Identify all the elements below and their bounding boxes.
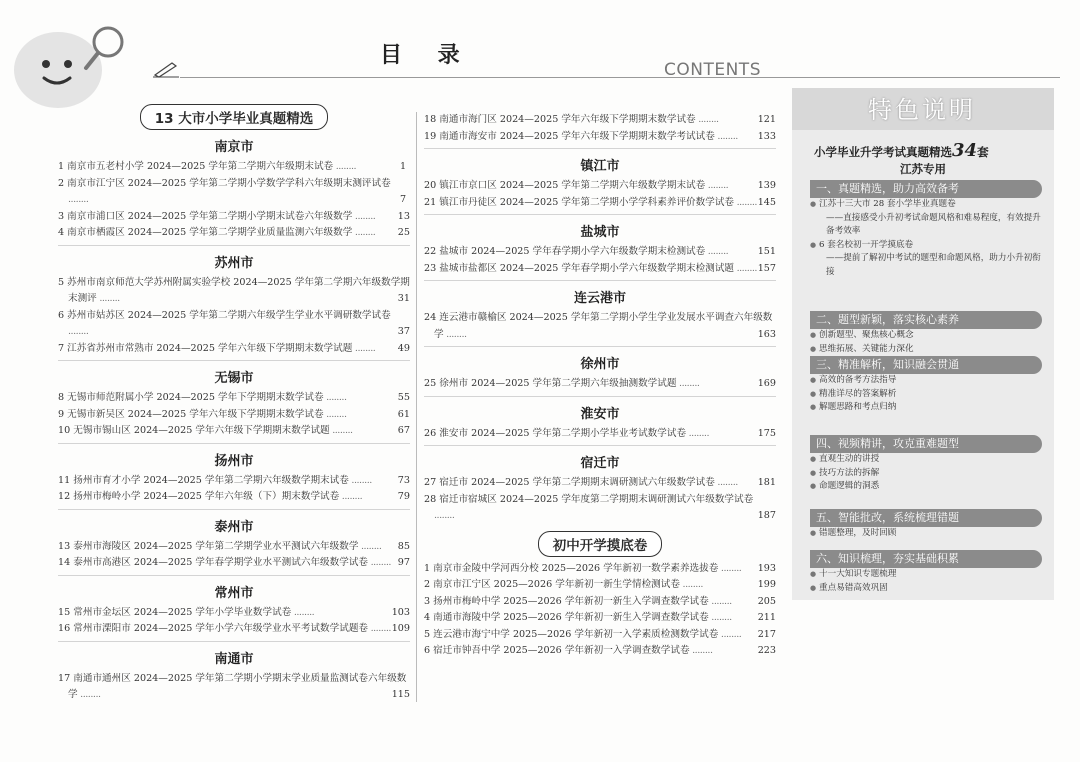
- city-heading: 连云港市: [573, 291, 626, 306]
- toc-entry-title: 3 南京市浦口区 2024—2025 学年第二学期小学期末试卷六年级数学: [58, 210, 353, 222]
- toc-entry-page: 175: [757, 427, 776, 439]
- toc-entry: [58, 555, 410, 572]
- toc-entry: [58, 390, 410, 407]
- header-divider: [180, 77, 1060, 78]
- toc-entry: [424, 426, 776, 443]
- toc-entry: [58, 539, 410, 556]
- toc-entry-title: 19 南通市海安市 2024—2025 学年六年级下学期期末数学考试试卷: [424, 130, 715, 142]
- toc-entry: [58, 671, 410, 704]
- toc-entry-page: 217: [757, 628, 776, 640]
- feature-item: ● 命题逻辑的洞悉: [810, 480, 1042, 494]
- toc-entry: [424, 129, 776, 146]
- toc-entry: [424, 610, 776, 627]
- toc-entry-title: 11 扬州市育才小学 2024—2025 学年第二学期六年级数学期末试卷: [58, 474, 349, 486]
- column-divider: [416, 112, 417, 702]
- toc-leader-dots: ........: [734, 262, 757, 274]
- feature-item: ● 江苏十三大市 28 套小学毕业真题卷: [810, 198, 1042, 212]
- toc-entry-title: 5 苏州市南京师范大学苏州附属实验学校 2024—2025 学年第二学期六年级数学期末测评: [58, 276, 410, 304]
- toc-entry-page: 97: [397, 557, 410, 568]
- city-heading: 南通市: [214, 651, 254, 667]
- toc-entry: [58, 275, 410, 308]
- toc-leader-dots: ........: [686, 427, 710, 439]
- toc-entry-title: 25 徐州市 2024—2025 学年第二学期六年级抽测数学试题: [424, 378, 677, 389]
- feature-item: ● 错题整理，及时回顾: [810, 527, 1042, 541]
- city-heading: 盐城市: [580, 225, 620, 240]
- toc-entry: [424, 627, 776, 644]
- toc-entry-title: 18 南通市海门区 2024—2025 学年六年级下学期期末数学试卷: [424, 114, 696, 125]
- toc-entry-title: 9 无锡市新吴区 2024—2025 学年六年级下学期期末数学试卷: [58, 408, 324, 420]
- toc-entry-page: 61: [397, 408, 410, 420]
- toc-entry-page: 187: [757, 510, 776, 521]
- toc-entry-title: 20 镇江市京口区 2024—2025 学年第二学期六年级数学期末试卷: [424, 180, 706, 191]
- toc-entry-title: 21 镇江市丹徒区 2024—2025 学年第二学期小学学科素养评价数学试卷: [424, 196, 735, 208]
- toc-entry: [58, 423, 410, 440]
- toc-leader-dots: ........: [695, 114, 719, 125]
- feature-heading: 四、视频精讲，攻克重难题型: [810, 435, 1042, 453]
- toc-entry: [424, 561, 776, 578]
- features-title: 特色说明: [868, 96, 976, 124]
- toc-entry-title: 24 连云港市赣榆区 2024—2025 学年第二学期小学生学业发展水平调查六年级数学: [424, 312, 773, 340]
- toc-leader-dots: ........: [734, 196, 757, 208]
- feature-item: ● 解题思路和考点归纳: [810, 401, 1042, 415]
- toc-leader-dots: ........: [705, 180, 729, 191]
- toc-entry-page: 67: [397, 425, 410, 436]
- toc-entry-title: 15 常州市金坛区 2024—2025 学年小学毕业数学试卷: [58, 606, 292, 618]
- toc-entry-title: 12 扬州市梅岭小学 2024—2025 学年六年级（下）期末数学试卷: [58, 491, 340, 502]
- toc-entry-title: 28 宿迁市宿城区 2024—2025 学年度第二学期期末调研测试六年级数学试卷: [424, 493, 754, 505]
- feature-item: ● 高效的备考方法指导: [810, 374, 1042, 388]
- group-separator: [58, 360, 410, 361]
- toc-leader-dots: ........: [705, 246, 729, 257]
- toc-entry-page: 169: [757, 378, 776, 389]
- city-heading: 泰州市: [214, 519, 254, 535]
- toc-entry-page: 103: [391, 606, 410, 618]
- toc-entry-page: 79: [397, 491, 410, 502]
- city-heading: 南京市: [214, 140, 254, 155]
- toc-leader-dots: ........: [714, 130, 738, 142]
- feature-block: [810, 509, 1042, 541]
- toc-leader-dots: ........: [708, 595, 732, 607]
- toc-leader-dots: ........: [443, 328, 467, 340]
- feature-item: ● 重点易错高效巩固: [810, 582, 1042, 596]
- section-title: 13 大市小学毕业真题精选: [140, 104, 329, 130]
- toc-leader-dots: ........: [339, 491, 363, 502]
- toc-entry: [424, 195, 776, 212]
- toc-entry-page: 73: [397, 474, 410, 486]
- toc-entry: [424, 310, 776, 343]
- toc-entry: [58, 621, 410, 638]
- toc-leader-dots: ........: [718, 562, 742, 574]
- feature-heading: 五、智能批改，系统梳理错题: [810, 509, 1042, 527]
- toc-leader-dots: ........: [679, 579, 703, 590]
- toc-entry: [58, 225, 410, 242]
- toc-entry-page: 85: [397, 540, 410, 552]
- feature-block: [810, 435, 1042, 494]
- page-title: 目 录: [380, 43, 474, 68]
- toc-leader-dots: ........: [329, 425, 353, 436]
- toc-entry: [424, 475, 776, 492]
- toc-entry-title: 13 泰州市海陵区 2024—2025 学年第二学期学业水平测试六年级数学: [58, 540, 359, 552]
- feature-heading: 六、知识梳理，夯实基础积累: [810, 550, 1042, 568]
- group-separator: [58, 641, 410, 642]
- toc-entry: [58, 341, 410, 358]
- toc-entry-title: 26 淮安市 2024—2025 学年第二学期小学毕业考试数学试卷: [424, 427, 687, 439]
- toc-entry-page: 163: [757, 328, 776, 340]
- features-subtitle-2: 江苏专用: [900, 162, 946, 176]
- toc-leader-dots: ........: [68, 326, 89, 337]
- toc-entry-page: 133: [757, 130, 776, 142]
- toc-entry-title: 5 连云港市海宁中学 2025—2026 学年新初一入学素质检测数学试卷: [424, 628, 719, 640]
- city-heading: 淮安市: [580, 406, 620, 422]
- toc-entry: 1 南京市五老村小学 2024—2025 学年第二学期六年级期末试卷 ........ 1: [58, 161, 407, 172]
- toc-entry-title: 7 江苏省苏州市常熟市 2024—2025 学年六年级下学期期末数学试题: [58, 342, 353, 354]
- mascot-magnifier-icon: [10, 20, 130, 110]
- toc-entry: [424, 643, 776, 660]
- toc-entry-title: 2 南京市江宁区 2024—2025 学年第二学期小学数学学科六年级期末测评试卷: [58, 177, 391, 189]
- toc-entry-page: 55: [397, 392, 410, 403]
- toc-entry: [58, 209, 410, 226]
- toc-entry: [58, 489, 410, 506]
- group-separator: [58, 575, 410, 576]
- toc-entry-page: 139: [757, 180, 776, 191]
- group-separator: [58, 509, 410, 510]
- group-separator: [58, 245, 410, 246]
- toc-entry-title: 1 南京市五老村小学 2024—2025 学年第二学期六年级期末试卷: [58, 161, 334, 172]
- toc-leader-dots: ........: [718, 628, 742, 640]
- toc-entry-page: 181: [757, 477, 776, 488]
- toc-entry-page: 151: [757, 246, 776, 257]
- feature-item: ● 直观生动的讲授: [810, 453, 1042, 467]
- group-separator: [424, 396, 776, 397]
- toc-entry-title: 16 常州市溧阳市 2024—2025 学年小学六年级学业水平考试数学试题卷: [58, 623, 369, 634]
- toc-entry-title: 4 南通市海陵中学 2025—2026 学年新初一新生入学调查数学试卷: [424, 612, 709, 623]
- city-heading: 宿迁市: [580, 456, 620, 471]
- toc-leader-dots: ........: [77, 689, 101, 700]
- feature-item: ● 十一大知识专题梳理: [810, 568, 1042, 582]
- toc-entry-title: 6 宿迁市钟吾中学 2025—2026 学年新初一入学调查数学试卷: [424, 645, 690, 656]
- toc-entry-title: 22 盐城市 2024—2025 学年春学期小学六年级数学期末检测试卷: [424, 246, 706, 257]
- toc-entry-title: 23 盐城市盐都区 2024—2025 学年春学期小学六年级数学期末检测试题: [424, 262, 735, 274]
- group-separator: [424, 445, 776, 446]
- toc-entry-title: 4 南京市栖霞区 2024—2025 学年第二学期学业质量监测六年级数学: [58, 227, 353, 238]
- toc-middle-column: [424, 112, 776, 660]
- toc-leader-dots: ........: [708, 612, 732, 623]
- toc-entry-page: 199: [757, 579, 776, 590]
- toc-entry-page: 193: [757, 562, 776, 574]
- toc-entry: [58, 605, 410, 622]
- pencil-icon: [152, 60, 180, 78]
- subtitle-text: 小学毕业升学考试真题精选: [814, 145, 952, 159]
- toc-leader-dots: ........: [96, 293, 120, 304]
- group-separator: [424, 280, 776, 281]
- toc-leader-dots: ........: [689, 645, 713, 656]
- city-heading: 苏州市: [214, 255, 254, 271]
- toc-leader-dots: ........: [333, 161, 357, 172]
- toc-entry-title: 27 宿迁市 2024—2025 学年第二学期期末调研测试六年级数学试卷: [424, 477, 715, 488]
- group-separator: [424, 148, 776, 149]
- toc-leader-dots: ........: [352, 227, 376, 238]
- toc-entry: [424, 244, 776, 261]
- toc-leader-dots: ........: [714, 477, 738, 488]
- subtitle-number: 34: [952, 140, 978, 161]
- section-title: 初中开学摸底卷: [538, 531, 663, 557]
- subtitle-suffix: 套: [977, 145, 989, 159]
- toc-entry: [424, 376, 776, 393]
- toc-entry-title: 10 无锡市锡山区 2024—2025 学年六年级下学期期末数学试题: [58, 425, 330, 436]
- feature-block: [810, 180, 1042, 279]
- toc-leader-dots: ........: [68, 194, 89, 205]
- feature-block: [810, 311, 1042, 356]
- feature-item-note: ——提前了解初中考试的题型和命题风格，助力小升初衔接: [826, 253, 1041, 277]
- feature-block: [810, 356, 1042, 415]
- toc-entry-title: 3 扬州市梅岭中学 2025—2026 学年新初一新生入学调查数学试卷: [424, 595, 709, 607]
- toc-entry-title: 17 南通市通州区 2024—2025 学年第二学期小学期末学业质量监测试卷六年级数学: [58, 672, 407, 700]
- toc-entry-title: 2 南京市江宁区 2025—2026 学年新初一新生学情检测试卷: [424, 579, 680, 590]
- toc-entry-page: 109: [391, 623, 410, 634]
- toc-entry: [424, 261, 776, 278]
- toc-entry-page: 145: [757, 196, 776, 208]
- toc-entry-page: 121: [757, 114, 776, 125]
- feature-heading: 三、精准解析，知识融会贯通: [810, 356, 1042, 374]
- feature-item: ● 6 套名校初一开学摸底卷: [810, 239, 1042, 253]
- toc-entry-page: 25: [397, 227, 410, 238]
- toc-entry: [58, 407, 410, 424]
- toc-entry: [424, 594, 776, 611]
- toc-entry: [424, 577, 776, 594]
- toc-entry-page: 157: [757, 262, 776, 274]
- feature-heading: 一、真题精选，助力高效备考: [810, 180, 1042, 198]
- toc-entry-page: 115: [391, 689, 410, 700]
- feature-item: ● 精准详尽的答案解析: [810, 388, 1042, 402]
- feature-item: ● 创新题型、聚焦核心概念: [810, 329, 1042, 343]
- city-heading: 扬州市: [214, 453, 254, 469]
- features-panel: [792, 88, 1054, 600]
- group-separator: [58, 443, 410, 444]
- group-separator: [424, 346, 776, 347]
- toc-entry: [424, 112, 776, 129]
- toc-entry-page: 205: [757, 595, 776, 607]
- toc-entry-title: 6 苏州市姑苏区 2024—2025 学年第二学期六年级学生学业水平调研数学试卷: [58, 309, 391, 321]
- group-separator: [424, 214, 776, 215]
- toc-leader-dots: ........: [368, 623, 391, 634]
- feature-heading: 二、题型新颖，落实核心素养: [810, 311, 1042, 329]
- toc-entry: [424, 492, 776, 525]
- toc-left-column: [58, 104, 410, 704]
- toc-entry-title: 8 无锡市师范附属小学 2024—2025 学年下学期期末数学试卷: [58, 392, 324, 403]
- toc-leader-dots: ........: [358, 540, 382, 552]
- city-heading: 徐州市: [580, 357, 620, 372]
- toc-leader-dots: ........: [323, 408, 347, 420]
- toc-leader-dots: ........: [348, 474, 372, 486]
- city-heading: 镇江市: [580, 159, 620, 174]
- toc-entry: [58, 308, 410, 341]
- toc-entry: [58, 473, 410, 490]
- city-heading: 常州市: [214, 585, 254, 601]
- toc-leader-dots: ........: [352, 342, 376, 354]
- toc-leader-dots: ........: [323, 392, 347, 403]
- toc-leader-dots: ........: [368, 557, 391, 568]
- toc-entry-page: 211: [757, 612, 776, 623]
- toc-entry-page: 31: [397, 293, 410, 304]
- toc-entry-page: 13: [397, 210, 410, 222]
- toc-leader-dots: ........: [352, 210, 376, 222]
- toc-entry-page: 223: [757, 645, 776, 656]
- toc-entry-page: 49: [397, 342, 410, 354]
- contents-label: CONTENTS: [664, 60, 761, 80]
- feature-block: [810, 550, 1042, 595]
- toc-entry: 2 南京市江宁区 2024—2025 学年第二学期小学数学学科六年级期末测评试卷 ........ 7: [58, 177, 407, 205]
- toc-leader-dots: ........: [291, 606, 315, 618]
- feature-item: ● 技巧方法的拆解: [810, 467, 1042, 481]
- toc-leader-dots: ........: [676, 378, 700, 389]
- toc-entry: [424, 178, 776, 195]
- toc-entry-page: 37: [397, 326, 410, 337]
- toc-entry-title: 14 泰州市高港区 2024—2025 学年春学期学业水平测试六年级数学试卷: [58, 557, 369, 568]
- features-subtitle: [814, 140, 989, 161]
- toc-leader-dots: ........: [434, 510, 455, 521]
- city-heading: 无锡市: [214, 371, 254, 386]
- feature-item-note: ——直接感受小升初考试命题风格和难易程度，有效提升备考效率: [826, 212, 1041, 236]
- toc-entry-title: 1 南京市金陵中学河西分校 2025—2026 学年新初一数学素养选拔卷: [424, 562, 719, 574]
- feature-item: ● 思维拓展、关键能力深化: [810, 343, 1042, 357]
